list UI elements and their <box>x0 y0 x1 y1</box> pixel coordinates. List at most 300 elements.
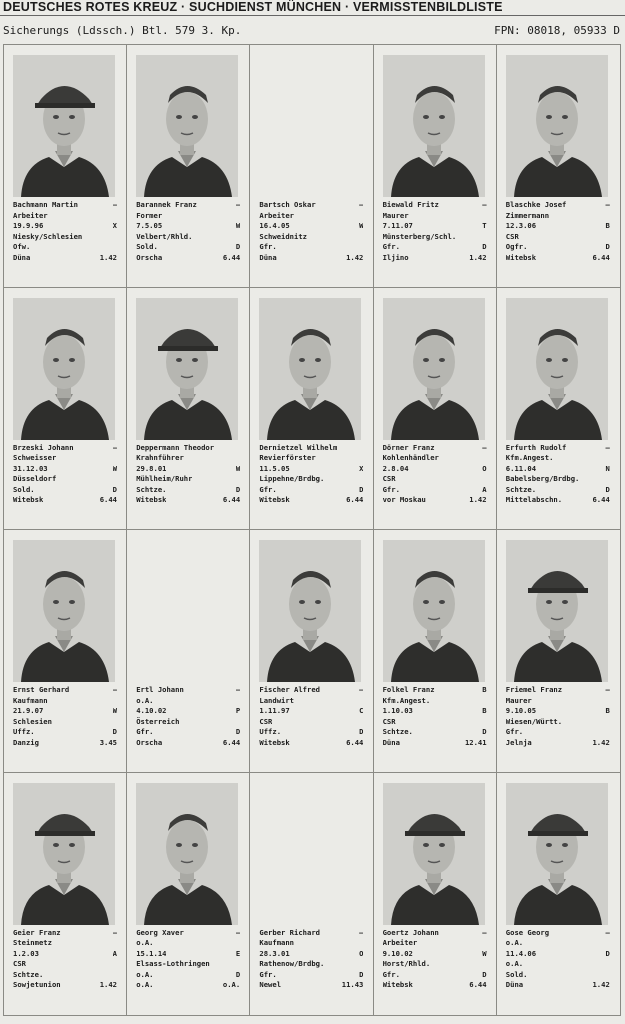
info-left: Kfm.Angest. <box>505 453 554 463</box>
person-info-line <box>506 949 610 960</box>
info-left: Ofw. <box>13 242 31 252</box>
person-card <box>4 288 127 531</box>
info-left: Sowjetunion <box>13 980 61 990</box>
info-right: 1.42 <box>469 252 487 262</box>
info-left: 1.10.03 <box>382 706 413 716</box>
person-info-line <box>506 221 610 232</box>
info-left: Fischer Alfred <box>259 685 320 694</box>
person-info-line <box>13 485 117 496</box>
info-right: – <box>482 442 487 452</box>
info-left: Schweidnitz <box>259 231 307 241</box>
person-info-line <box>506 717 610 728</box>
person-name-line <box>13 685 117 696</box>
portrait-photo-icon <box>136 55 238 197</box>
person-info-line <box>136 738 240 749</box>
person-card <box>250 288 373 531</box>
info-left: 1.11.97 <box>259 706 290 716</box>
person-info-line <box>13 242 117 253</box>
person-info <box>383 928 487 992</box>
person-info-line <box>13 738 117 749</box>
info-left: o.A. <box>136 938 154 948</box>
person-name-line <box>136 200 240 211</box>
person-info-line <box>383 485 487 496</box>
info-left: o.A. <box>136 695 154 705</box>
info-left: 29.8.01 <box>136 463 167 473</box>
person-info-line <box>506 938 610 949</box>
person-info-line <box>136 464 240 475</box>
person-info-line <box>506 495 610 506</box>
info-right: 1.42 <box>99 252 117 262</box>
info-right: – <box>235 927 241 937</box>
info-left: Uffz. <box>259 727 282 737</box>
info-right: D <box>235 242 241 252</box>
info-left: 11.4.06 <box>505 948 537 958</box>
info-left: Witebsk <box>382 980 413 990</box>
info-left: Sold. <box>136 242 158 252</box>
person-name-line <box>13 200 117 211</box>
person-photo <box>136 298 238 440</box>
person-info <box>383 443 487 507</box>
person-info-line <box>13 464 117 475</box>
person-info-line <box>259 242 363 253</box>
unit-label: Sicherungs (Ldssch.) Btl. 579 3. Kp. <box>3 24 242 37</box>
info-left: Horst/Rhld. <box>382 959 431 969</box>
info-right: D <box>359 969 364 979</box>
info-left: Mühlheim/Ruhr <box>136 474 193 484</box>
info-right: – <box>112 685 117 694</box>
info-right: N <box>605 463 610 473</box>
info-left: o.A. <box>136 980 154 990</box>
person-info-line <box>136 242 240 253</box>
info-right: D <box>605 484 610 494</box>
info-left: 16.4.05 <box>259 221 290 231</box>
person-info-line <box>259 949 363 960</box>
info-left: Uffz. <box>13 727 35 737</box>
person-info-line <box>13 221 117 232</box>
info-left: Ernst Gerhard <box>13 685 70 694</box>
person-info <box>506 443 610 507</box>
info-left: Dernietzel Wilhelm <box>259 442 338 452</box>
info-left: Brzeski Johann <box>13 442 74 452</box>
portrait-photo-icon <box>383 298 485 440</box>
person-info-line <box>13 717 117 728</box>
info-left: Erfurth Rudolf <box>505 442 567 452</box>
person-info <box>13 685 117 749</box>
person-info-line <box>506 706 610 717</box>
person-info-line <box>383 453 487 464</box>
person-name-line <box>13 928 117 939</box>
person-info <box>136 928 240 992</box>
person-info-line <box>506 970 610 981</box>
info-left: Jelnja <box>505 737 532 747</box>
person-info-line <box>136 717 240 728</box>
info-right: 6.44 <box>346 495 364 505</box>
person-name-line <box>506 685 610 696</box>
info-left: Babelsberg/Brdbg. <box>505 474 580 484</box>
person-info-line <box>259 738 363 749</box>
person-info-line <box>506 696 610 707</box>
person-info-line <box>506 211 610 222</box>
info-right: o.A. <box>222 980 241 990</box>
person-info-line <box>136 696 240 707</box>
info-left: Witebsk <box>259 495 290 505</box>
person-info-line <box>259 485 363 496</box>
info-left: Bachmann Martin <box>13 200 78 209</box>
person-info-line <box>383 717 487 728</box>
info-left: Schtze. <box>382 727 413 737</box>
portrait-photo-icon <box>383 540 485 682</box>
info-left: Schweisser <box>13 453 57 463</box>
info-left: Rathenow/Brdbg. <box>259 959 325 969</box>
person-info-line <box>136 485 240 496</box>
info-left: Sold. <box>13 484 35 494</box>
person-info-line <box>13 253 117 264</box>
info-left: Orscha <box>136 252 163 262</box>
person-name-line <box>506 928 610 939</box>
person-photo <box>13 783 115 925</box>
info-right: W <box>112 463 117 473</box>
person-info-line <box>136 980 240 991</box>
person-card <box>250 773 373 1016</box>
person-photo <box>13 298 115 440</box>
person-name-line <box>383 443 487 454</box>
info-right: O <box>482 463 487 473</box>
info-left: 15.1.14 <box>136 948 167 958</box>
info-left: Kohlenhändler <box>382 453 439 463</box>
info-left: Witebsk <box>505 252 537 262</box>
info-left: 9.10.02 <box>382 948 413 958</box>
info-left: Geier Franz <box>13 927 61 937</box>
portrait-photo-icon <box>13 298 115 440</box>
info-left: Schlesien <box>13 716 52 726</box>
person-info <box>259 200 363 264</box>
info-left: Gfr. <box>259 969 277 979</box>
person-info <box>136 200 240 264</box>
info-left: Düsseldorf <box>13 474 57 484</box>
info-left: CSR <box>259 716 273 726</box>
person-info-line <box>506 453 610 464</box>
info-right: – <box>482 200 487 209</box>
info-right: 11.43 <box>341 980 364 990</box>
person-info-line <box>259 232 363 243</box>
person-info-line <box>13 495 117 506</box>
person-info <box>383 685 487 749</box>
info-right: P <box>235 706 241 716</box>
info-right: 6.44 <box>99 495 117 505</box>
person-name-line <box>136 928 240 939</box>
person-card <box>250 45 373 288</box>
person-info-line <box>13 938 117 949</box>
person-info-line <box>506 464 610 475</box>
person-info-line <box>383 938 487 949</box>
page-title: DEUTSCHES ROTES KREUZ · SUCHDIENST MÜNCHEN · VERMISSTENBILDLISTE <box>3 0 503 14</box>
info-right: 6.44 <box>222 737 241 747</box>
info-left: Gfr. <box>382 484 400 494</box>
info-left: Gfr. <box>259 242 277 252</box>
person-info-line <box>383 474 487 485</box>
person-info <box>259 928 363 992</box>
info-left: Schtze. <box>13 969 44 979</box>
person-info <box>136 685 240 749</box>
info-right: – <box>359 200 364 209</box>
person-info-line <box>383 949 487 960</box>
info-left: Krahnführer <box>136 453 184 463</box>
person-photo <box>13 55 115 197</box>
person-info-line <box>506 959 610 970</box>
person-info <box>506 928 610 992</box>
person-card <box>374 45 497 288</box>
info-right: 6.44 <box>592 252 610 262</box>
info-right: D <box>235 727 241 737</box>
info-left: 9.10.05 <box>505 706 537 716</box>
person-info <box>136 443 240 507</box>
person-info-line <box>383 727 487 738</box>
info-right: D <box>605 242 610 252</box>
info-right: D <box>235 969 241 979</box>
info-right: – <box>605 442 610 452</box>
person-info-line <box>383 738 487 749</box>
info-right: 6.44 <box>222 495 241 505</box>
person-photo <box>506 298 608 440</box>
info-left: Düna <box>505 980 524 990</box>
info-left: Revierförster <box>259 453 316 463</box>
person-info <box>13 443 117 507</box>
person-info-line <box>259 453 363 464</box>
info-right: X <box>112 221 117 231</box>
info-right: – <box>482 927 487 937</box>
info-right: T <box>482 221 487 231</box>
info-left: Düna <box>13 252 31 262</box>
portrait-photo-icon <box>506 783 608 925</box>
person-name-line <box>259 685 363 696</box>
info-left: Düna <box>259 252 277 262</box>
person-photo <box>383 783 485 925</box>
portrait-photo-icon <box>136 783 238 925</box>
missing-persons-grid <box>3 44 621 1016</box>
person-card <box>497 530 620 773</box>
person-card <box>497 45 620 288</box>
info-right: O <box>359 948 364 958</box>
info-left: Landwirt <box>259 695 295 705</box>
person-name-line <box>506 443 610 454</box>
info-right: C <box>359 706 364 716</box>
info-left: 6.11.04 <box>505 463 537 473</box>
info-left: 11.5.05 <box>259 463 290 473</box>
person-info-line <box>383 464 487 475</box>
info-right: A <box>482 484 487 494</box>
info-left: Zimmermann <box>505 210 550 220</box>
info-right: – <box>359 685 364 694</box>
person-info-line <box>136 474 240 485</box>
person-info-line <box>259 495 363 506</box>
info-left: Former <box>136 210 163 220</box>
person-info-line <box>13 970 117 981</box>
person-photo <box>506 55 608 197</box>
info-left: CSR <box>13 959 26 969</box>
info-left: Österreich <box>136 716 180 726</box>
person-card <box>4 530 127 773</box>
fpn-label: FPN: 08018, 05933 D <box>494 24 620 37</box>
info-left: Maurer <box>505 695 532 705</box>
portrait-photo-icon <box>506 55 608 197</box>
person-name-line <box>383 685 487 696</box>
person-info-line <box>136 949 240 960</box>
info-left: Schtze. <box>505 484 537 494</box>
person-info-line <box>259 706 363 717</box>
person-photo <box>383 540 485 682</box>
person-card <box>374 773 497 1016</box>
person-info-line <box>136 453 240 464</box>
info-left: Velbert/Rhld. <box>136 231 193 241</box>
info-right: D <box>359 727 364 737</box>
person-info-line <box>506 980 610 991</box>
info-left: Gerber Richard <box>259 927 320 937</box>
person-name-line <box>506 200 610 211</box>
info-right: – <box>112 442 117 452</box>
info-right: D <box>235 484 241 494</box>
info-left: 1.2.03 <box>13 948 39 958</box>
person-info-line <box>136 221 240 232</box>
person-info-line <box>383 959 487 970</box>
info-right: D <box>112 484 117 494</box>
person-info-line <box>259 211 363 222</box>
person-card <box>4 45 127 288</box>
info-left: Sold. <box>505 969 528 979</box>
person-card <box>127 288 250 531</box>
info-left: Friemel Franz <box>505 685 563 694</box>
info-left: 19.9.96 <box>13 221 44 231</box>
info-left: 28.3.01 <box>259 948 290 958</box>
person-info-line <box>506 727 610 738</box>
portrait-photo-icon <box>383 55 485 197</box>
info-right: B <box>482 706 487 716</box>
info-left: 21.9.07 <box>13 706 44 716</box>
info-right: 6.44 <box>346 737 364 747</box>
person-name-line <box>259 928 363 939</box>
info-right: 1.42 <box>592 980 610 990</box>
info-left: Deppermann Theodor <box>136 442 215 452</box>
person-info-line <box>136 211 240 222</box>
person-info-line <box>13 211 117 222</box>
info-left: Newel <box>259 980 282 990</box>
info-right: 6.44 <box>592 495 610 505</box>
person-name-line <box>259 443 363 454</box>
person-info-line <box>259 959 363 970</box>
portrait-photo-icon <box>383 783 485 925</box>
info-right: D <box>482 969 487 979</box>
info-left: Arbeiter <box>382 938 418 948</box>
info-left: Arbeiter <box>13 210 48 220</box>
portrait-photo-icon <box>506 540 608 682</box>
person-name-line <box>13 443 117 454</box>
info-right: W <box>112 706 117 716</box>
person-info-line <box>136 727 240 738</box>
portrait-photo-icon <box>259 298 361 440</box>
person-info-line <box>13 453 117 464</box>
person-info-line <box>383 696 487 707</box>
person-info-line <box>506 738 610 749</box>
person-card <box>374 530 497 773</box>
info-left: Ertl Johann <box>136 685 184 694</box>
info-left: Goertz Johann <box>382 927 439 937</box>
person-info-line <box>259 717 363 728</box>
info-right: – <box>605 685 610 694</box>
info-left: 31.12.03 <box>13 463 48 473</box>
person-info-line <box>136 253 240 264</box>
person-info-line <box>136 938 240 949</box>
person-info-line <box>383 970 487 981</box>
info-left: Danzig <box>13 737 39 747</box>
info-left: Witebsk <box>259 737 290 747</box>
info-right: A <box>112 948 117 958</box>
person-card <box>4 773 127 1016</box>
info-left: Barannek Franz <box>136 200 197 209</box>
person-info-line <box>13 474 117 485</box>
info-left: 7.5.05 <box>136 221 163 231</box>
person-info-line <box>259 474 363 485</box>
info-right: W <box>482 948 487 958</box>
info-left: CSR <box>382 716 396 726</box>
info-left: Maurer <box>382 210 409 220</box>
person-name-line <box>136 685 240 696</box>
person-info-line <box>383 495 487 506</box>
info-right: 6.44 <box>222 252 241 262</box>
info-left: Gfr. <box>259 484 277 494</box>
person-info <box>259 443 363 507</box>
person-info-line <box>383 253 487 264</box>
info-left: Arbeiter <box>259 210 295 220</box>
person-info <box>259 685 363 749</box>
info-right: W <box>359 221 364 231</box>
info-left: Elsass-Lothringen <box>136 959 210 969</box>
person-card <box>497 288 620 531</box>
info-left: o.A. <box>136 969 154 979</box>
info-left: Gose Georg <box>505 927 550 937</box>
info-left: CSR <box>505 231 519 241</box>
portrait-photo-icon <box>506 298 608 440</box>
info-left: Münsterberg/Schl. <box>382 231 457 241</box>
info-right: B <box>482 685 487 694</box>
person-card <box>127 530 250 773</box>
person-info-line <box>13 696 117 707</box>
person-info-line <box>136 495 240 506</box>
info-right: – <box>235 200 241 209</box>
person-card <box>374 288 497 531</box>
info-left: Gfr. <box>505 727 524 737</box>
info-left: Kfm.Angest. <box>382 695 431 705</box>
person-info-line <box>13 980 117 991</box>
person-info-line <box>136 970 240 981</box>
info-left: Schtze. <box>136 484 167 494</box>
person-info-line <box>136 706 240 717</box>
info-right: 1.42 <box>346 252 364 262</box>
person-info-line <box>506 485 610 496</box>
info-left: Kaufmann <box>259 938 295 948</box>
info-left: Wiesen/Württ. <box>505 716 563 726</box>
info-left: Gfr. <box>382 242 400 252</box>
person-photo <box>259 540 361 682</box>
person-name-line <box>383 200 487 211</box>
info-right: – <box>112 200 117 209</box>
person-info-line <box>259 938 363 949</box>
info-right: D <box>482 242 487 252</box>
person-info-line <box>383 980 487 991</box>
portrait-photo-icon <box>13 540 115 682</box>
info-right: – <box>235 685 241 694</box>
person-photo <box>13 540 115 682</box>
info-left: 4.10.02 <box>136 706 167 716</box>
info-right: 6.44 <box>469 980 487 990</box>
